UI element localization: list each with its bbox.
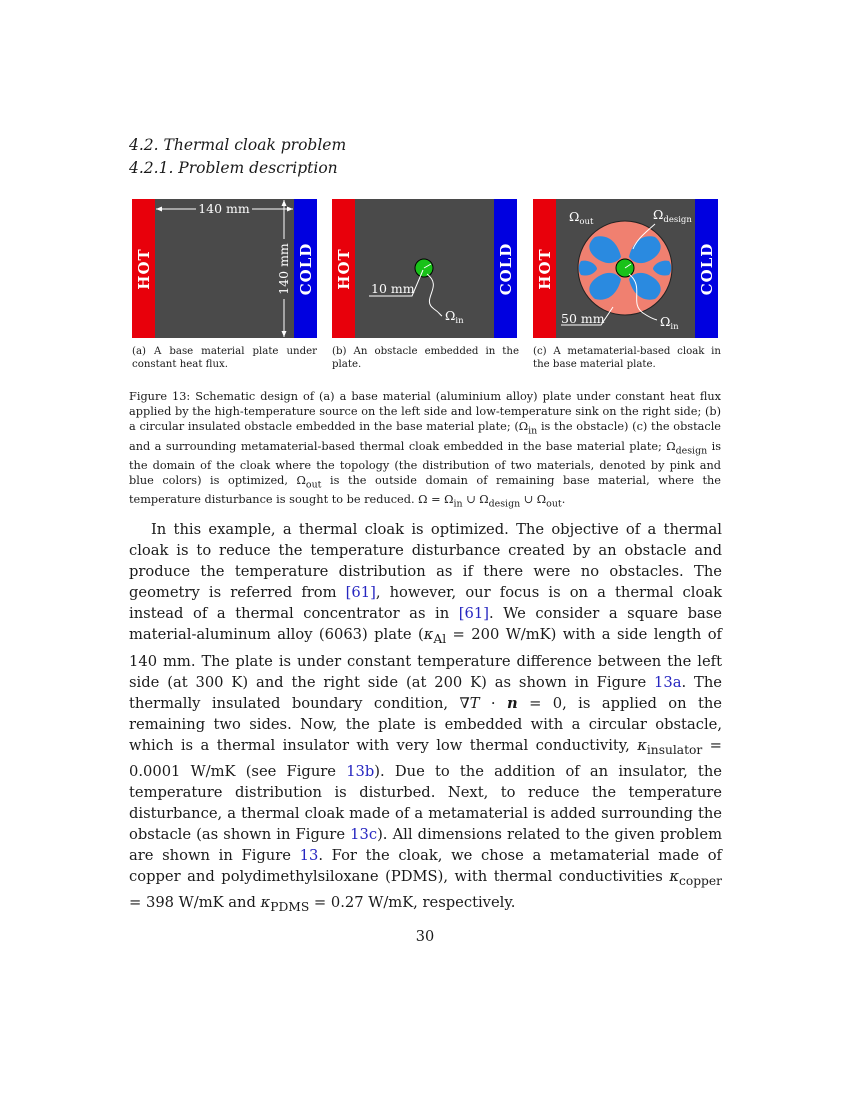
hot-label: HOT <box>135 248 153 290</box>
figure-panel-a <box>132 199 317 338</box>
figure-link[interactable]: 13a <box>654 673 682 691</box>
height-dimension-label: 140 mm <box>276 243 291 295</box>
figure-link[interactable]: 13b <box>346 762 375 780</box>
omega-in-label: $\Omega_{in}$ <box>445 308 464 326</box>
hot-label: HOT <box>536 248 554 290</box>
citation-link[interactable]: [61] <box>345 584 376 602</box>
panel-b-diagram <box>332 199 517 338</box>
omega-in-label: $\Omega_{in}$ <box>660 314 679 332</box>
subcaption-b: (b) An obstacle embedded in the plate. <box>332 346 519 370</box>
panel-c-diagram <box>533 199 718 338</box>
section-heading: 4.2. Thermal cloak problem <box>129 136 347 154</box>
figure-panel-c <box>533 199 718 338</box>
hot-label: HOT <box>335 248 353 290</box>
outer-radius-label: 50 mm <box>561 311 605 326</box>
figure-link[interactable]: 13 <box>299 847 319 865</box>
omega-design-label: $\Omega_{design}$ <box>653 207 692 225</box>
subsection-heading: 4.2.1. Problem description <box>129 159 338 177</box>
citation-link[interactable]: [61] <box>458 605 489 623</box>
cold-label: COLD <box>497 242 515 296</box>
omega-out-label: $\Omega_{out}$ <box>569 209 594 227</box>
figure-panel-b <box>332 199 517 338</box>
page-number: 30 <box>415 929 435 945</box>
panel-a-diagram <box>132 199 317 338</box>
cold-label: COLD <box>297 242 315 296</box>
subcaption-c: (c) A metamaterial-based cloak in the base material plate. <box>533 346 721 370</box>
figure-caption: Figure 13: Schematic design of (a) a base material (aluminium alloy) plate under constant heat flux applied by the high-temperature source on the left side and low-temperature sink on the right side; (b) a circular insulated obstacle embedded in the base material plate; ($\Omega_{in}$ is the obstacle) (c) the obstacle and a surrounding metamaterial-based thermal cloak embedded in the base material plate; $\Omega_{design}$ is the domain of the cloak where the topology (the distribution of two materials, denoted by pink and blue colors) is optimized, $\Omega_{out}$ is the outside domain of remaining base material, where the temperature disturbance is sought to be reduced. $\Omega = \Omega_{in}$ ∪ $\Omega_{design}$ ∪ $\Omega_{out}$. <box>129 390 721 510</box>
subcaption-a: (a) A base material plate under constant heat flux. <box>132 346 317 370</box>
body-paragraph: In this example, a thermal cloak is optimized. The objective of a thermal cloak is to reduce the temperature disturbance created by an obstacle and produce the temperature distribution as if there were no obstacles. The geometry is referred from [61], however, our focus is on a thermal cloak instead of a thermal concentrator as in [61]. We consider a square base material-aluminum alloy (6063) plate ($\kappa_{Al} = 200$ W/mK) with a side length of 140 mm. The plate is under constant temperature difference between the left side (at 300 K) and the right side (at 200 K) as shown in Figure 13a. The thermally insulated boundary condition, ∇T · n = 0, is applied on the remaining two sides. Now, the plate is embedded with a circular obstacle, which is a thermal insulator with very low thermal conductivity, $\kappa_{insulator} = 0.0001$ W/mK (see Figure 13b). Due to the addition of an insulator, the temperature distribution is disturbed. Next, to reduce the temperature disturbance, a thermal cloak made of a metamaterial is added surrounding the obstacle (as shown in Figure 13c). All dimensions related to the given problem are shown in Figure 13. For the cloak, we chose a metamaterial made of copper and polydimethylsiloxane (PDMS), with thermal conductivities $\kappa_{copper} = 398$ W/mK and $\kappa_{PDMS} = 0.27$ W/mK, respectively. <box>129 521 723 915</box>
cold-label: COLD <box>698 242 716 296</box>
figure-link[interactable]: 13c <box>350 826 378 844</box>
radius-label: 10 mm <box>371 281 415 296</box>
width-dimension-label: 140 mm <box>198 201 250 216</box>
